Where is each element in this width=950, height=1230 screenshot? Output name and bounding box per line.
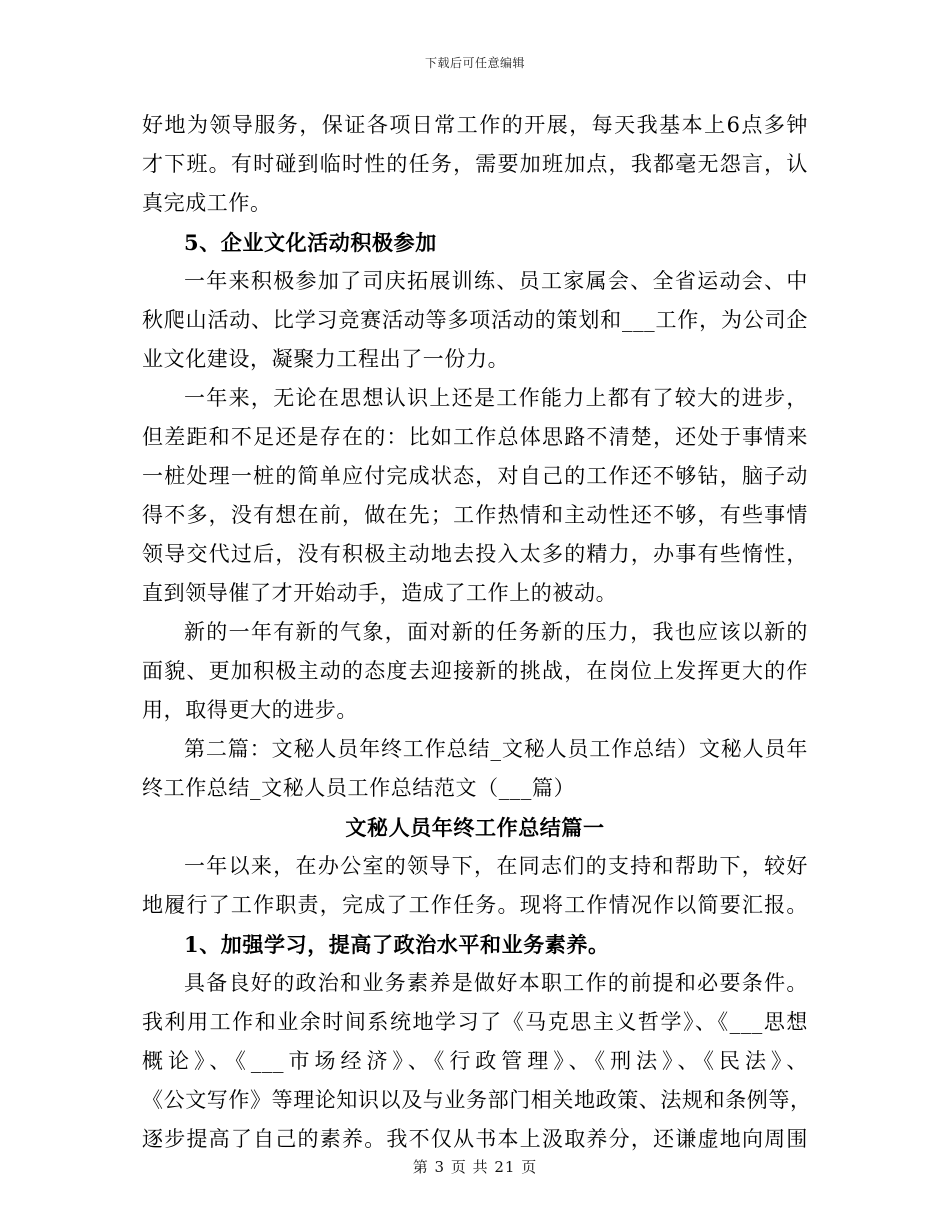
text-line: 领导交代过后，没有积极主动地去投入太多的精力，办事有些惰性， xyxy=(142,542,808,566)
page-number: 第 3 页 共 21 页 xyxy=(412,1158,538,1176)
text-line: 一桩处理一桩的简单应付完成状态，对自己的工作还不够钻，脑子动 xyxy=(142,464,808,488)
text-line: 才下班。有时碰到临时性的任务，需要加班加点，我都毫无怨言，认 xyxy=(142,152,808,176)
section-heading: 1、加强学习，提高了政治水平和业务素养。 xyxy=(184,932,610,957)
text-line: 一年以来，在办公室的领导下，在同志们的支持和帮助下，较好 xyxy=(184,854,808,878)
header-divider xyxy=(142,76,808,77)
text-line: 第二篇：文秘人员年终工作总结_文秘人员工作总结）文秘人员年 xyxy=(184,737,808,761)
text-line: 终工作总结_文秘人员工作总结范文（___篇） xyxy=(142,776,576,800)
text-line: 直到领导催了才开始动手，造成了工作上的被动。 xyxy=(142,581,618,605)
text-line: 一年来积极参加了司庆拓展训练、员工家属会、全省运动会、中 xyxy=(184,269,808,293)
section-heading: 5、企业文化活动积极参加 xyxy=(184,230,437,255)
text-line: 用，取得更大的进步。 xyxy=(142,698,358,722)
text-line: 秋爬山活动、比学习竞赛活动等多项活动的策划和___工作，为公司企 xyxy=(142,308,808,332)
text-line: 概论》、《___市场经济》、《行政管理》、《刑法》、《民法》、 xyxy=(142,1049,808,1073)
text-line: 真完成工作。 xyxy=(142,191,272,215)
text-line: 逐步提高了自己的素养。我不仅从书本上汲取养分，还谦虚地向周围 xyxy=(142,1127,808,1151)
text-line: 地履行了工作职责，完成了工作任务。现将工作情况作以简要汇报。 xyxy=(142,893,808,917)
text-line: 面貌、更加积极主动的态度去迎接新的挑战，在岗位上发挥更大的作 xyxy=(142,659,808,683)
text-line: 得不多，没有想在前，做在先；工作热情和主动性还不够，有些事情 xyxy=(142,503,808,527)
text-line: 《公文写作》等理论知识以及与业务部门相关地政策、法规和条例等， xyxy=(142,1088,812,1112)
page-header: 下载后可任意编辑 xyxy=(424,56,525,70)
text-line: 但差距和不足还是存在的：比如工作总体思路不清楚，还处于事情来 xyxy=(142,425,808,449)
text-line: 一年来，无论在思想认识上还是工作能力上都有了较大的进步， xyxy=(184,386,808,410)
text-line: 好地为领导服务，保证各项日常工作的开展，每天我基本上6点多钟 xyxy=(142,113,808,137)
text-line: 具备良好的政治和业务素养是做好本职工作的前提和必要条件。 xyxy=(184,971,808,995)
text-line: 业文化建设，凝聚力工程出了一份力。 xyxy=(142,347,510,371)
article-title: 文秘人员年终工作总结篇一 xyxy=(345,815,605,840)
text-line: 我利用工作和业余时间系统地学习了《马克思主义哲学》、《___思想 xyxy=(142,1010,808,1034)
text-line: 新的一年有新的气象，面对新的任务新的压力，我也应该以新的 xyxy=(184,620,808,644)
